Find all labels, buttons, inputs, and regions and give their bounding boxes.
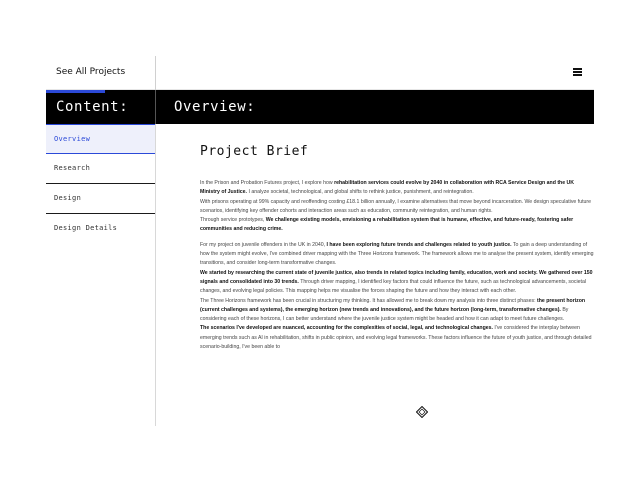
band-divider	[155, 90, 156, 124]
text-run: The Three Horizons framework has been crucial in structuring my thinking. It has allowed me to break down my analysis into three distinct phases:	[200, 297, 537, 304]
page-frame	[46, 56, 594, 426]
see-all-projects-link[interactable]: See All Projects	[56, 67, 126, 77]
text-run: To gain a deep understanding of how the system might evolve, I've combined driver mapping with the Three Horizons framework. The framework allows me to analyse the present system, identify emerging transitions, and consider long-term transformative changes.	[200, 241, 594, 267]
paragraph	[200, 241, 594, 269]
paragraph	[200, 198, 594, 217]
hamburger-icon[interactable]	[573, 68, 582, 76]
sidebar-item-research[interactable]: Research	[46, 154, 155, 184]
bold-text: rehabilitation services could evolve by 2040 in collaboration with RCA Service Design and the UK Ministry of Justice.	[200, 180, 575, 196]
text-run: With prisons operating at 99% capacity and reoffending costing £18.1 billion annually, I examine alternatives that move beyond incarceration. We design speculative future scenarios, identifying key offender cohorts and interaction areas such as education, community reintegration, and human rights.	[200, 198, 592, 214]
bold-text: The scenarios I've developed are nuanced, accounting for the complexities of social, legal, and technological changes.	[200, 325, 493, 332]
text-run: Through driver mapping, I identified key factors that could influence the future, such as technological advancements, societal changes, and evolving legal policies. This mapping helps me visualise the forces shaping the future and how they interact with each other.	[200, 278, 586, 295]
paragraph	[200, 269, 594, 297]
bold-text: We challenge existing models, envisioning a rehabilitation system that is humane, effective, and future-ready, fostering safer communities and reducing crime.	[200, 217, 574, 233]
sidebar-item-overview[interactable]: Overview	[46, 124, 155, 154]
sidebar-item-design-details[interactable]: Design Details	[54, 224, 118, 232]
text-run: I analyze societal, technological, and global shifts to rethink justice, punishment, and reintegration.	[247, 189, 474, 196]
move-cursor-icon	[416, 406, 428, 418]
main-content	[200, 144, 594, 352]
paragraph	[200, 297, 594, 325]
bold-text: the present horizon (current challenges and systems), the emerging horizon (new trends and innovations), and the future horizon (long-term, transformative changes).	[200, 297, 586, 313]
overview-heading: Overview:	[174, 99, 256, 115]
top-bar	[46, 56, 594, 90]
brief-body	[200, 179, 594, 352]
top-bar-divider	[155, 56, 156, 90]
text-run: In the Prison and Probation Futures project, I explore how	[200, 180, 335, 186]
project-brief-title: Project Brief	[200, 144, 309, 159]
paragraph	[200, 179, 594, 198]
sidebar-item-design[interactable]: Design	[46, 184, 155, 214]
paragraph	[200, 216, 594, 235]
text-run: I've considered the interplay between emerging trends such as AI in rehabilitation, shifts in public opinion, and evolving legal frameworks. These factors influence the future of youth justice, and through detailed scenario-building, I've been able to	[200, 325, 592, 351]
bold-text: We started by researching the current state of juvenile justice, also trends in related topics including family, education, work and society. We gathered over 150 signals and consolidated into 30 trends.	[200, 269, 593, 285]
content-heading: Content:	[56, 99, 129, 115]
bold-text: I have been exploring future trends and challenges related to youth justice.	[326, 241, 512, 248]
paragraph	[200, 324, 594, 352]
text-run: For my project on juvenile offenders in the UK in 2040,	[200, 241, 327, 248]
band-accent-bar	[46, 90, 105, 93]
text-run: By considering each of these horizons, I can better understand where the juvenile justice system might be headed and how it can adapt to meet future challenges.	[200, 306, 569, 323]
text-run: Through service prototypes,	[200, 217, 266, 224]
sidebar-nav	[46, 124, 156, 426]
